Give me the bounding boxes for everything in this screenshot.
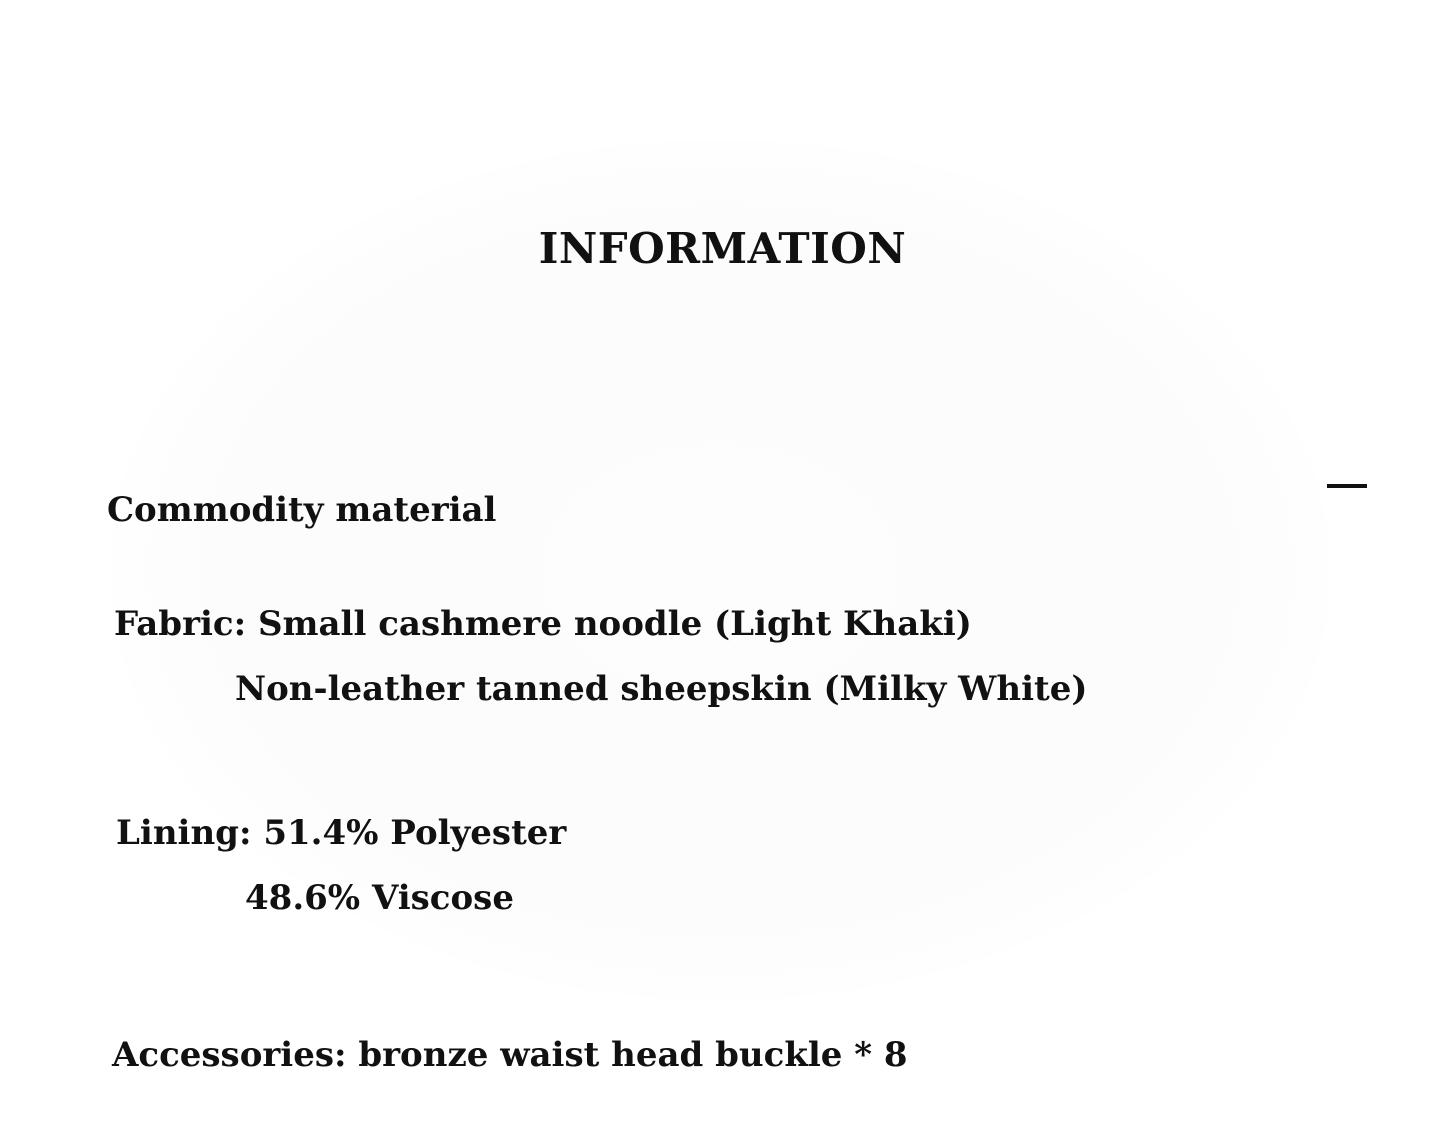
lining-line-2: 48.6% Viscose	[245, 878, 514, 918]
fabric-line-2: Non-leather tanned sheepskin (Milky White)	[235, 669, 1088, 709]
fabric-line-1: Fabric: Small cashmere noodle (Light Khaki)	[114, 604, 972, 644]
minus-icon[interactable]	[1327, 484, 1367, 488]
page-title: INFORMATION	[538, 224, 907, 273]
lining-line-1: Lining: 51.4% Polyester	[116, 813, 567, 853]
accessories-line: Accessories: bronze waist head buckle * 8	[112, 1035, 908, 1075]
section-heading[interactable]: Commodity material	[107, 490, 497, 530]
